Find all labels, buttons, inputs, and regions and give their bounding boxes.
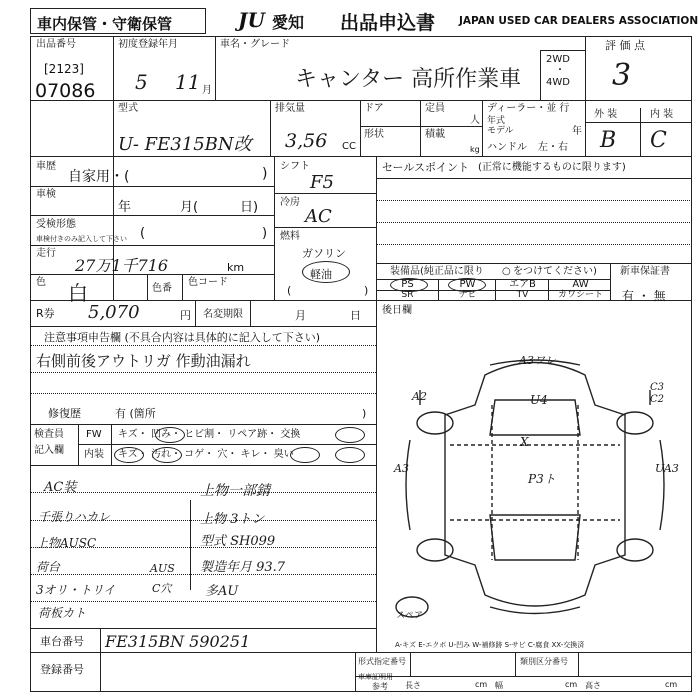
note-right-1: 上物一部錆 <box>200 483 270 499</box>
note-right-5: 多AU <box>205 584 239 599</box>
ac-label: 冷房 <box>280 197 300 208</box>
lot-number: 07086 <box>35 80 96 102</box>
after-label: 後日欄 <box>382 305 412 316</box>
inspection-day: 日) <box>240 200 259 215</box>
equip-sr: SR <box>401 290 414 300</box>
capacity-label: 定員 <box>425 103 445 114</box>
kg-unit: kg <box>470 145 480 154</box>
mark-c2: C2 <box>650 394 665 405</box>
handle-label: ハンドル <box>487 142 527 153</box>
dealer-label: ディーラー・並 行 <box>487 103 570 114</box>
in-scratch-circle <box>114 447 144 463</box>
consign-close: ) <box>262 226 268 241</box>
inspector-label: 検査員 <box>34 429 64 440</box>
year-label: 年式 <box>487 116 506 126</box>
in-cut-circle <box>290 447 320 463</box>
history-label: 車歴 <box>36 161 56 172</box>
width-label: 幅 <box>495 681 503 690</box>
reg-number-label: 登録番号 <box>40 663 84 676</box>
note-left-1: AC装 <box>44 480 77 495</box>
ju-logo <box>238 8 265 32</box>
length-cm: cm <box>475 680 488 689</box>
model-value: U- FE315BN改 <box>118 134 252 155</box>
interior-check-label: 内装 <box>84 449 104 460</box>
interior-value: C <box>650 128 667 153</box>
mark-p3t: P3ト <box>528 472 556 486</box>
fw-items: キズ・ 凹み・ ヒビ割・ リペア跡・ 交換 <box>118 429 301 440</box>
inspection-year: 年 <box>118 200 132 215</box>
repair-value: 有 (箇所 <box>115 407 156 420</box>
exterior-value: B <box>600 128 617 153</box>
color-value: 白 <box>68 281 88 305</box>
drive-2wd: 2WD <box>546 54 570 65</box>
note-left-5: 3オリ・トリイ <box>36 583 116 597</box>
mark-c3: C3 <box>650 382 665 393</box>
door-label: ドア <box>364 103 384 114</box>
displacement-value: 3,56 <box>285 130 328 152</box>
equip-label2: をつけてください) <box>513 266 597 277</box>
mark-a3-crack: A3ワレ <box>519 354 556 367</box>
repair-close: ) <box>362 407 367 420</box>
note-side-2: C穴 <box>152 582 172 595</box>
first-reg-month: 11 <box>175 70 201 94</box>
spec-label: 形式指定番号 <box>358 657 406 666</box>
equip-leather: カワシート <box>557 290 603 300</box>
association-name: JAPAN USED CAR DEALERS ASSOCIATION <box>459 15 699 27</box>
in-odor-circle <box>335 447 365 463</box>
ac-value: AC <box>305 206 332 227</box>
sales-note: (正常に機能するものに限ります) <box>478 162 626 173</box>
month-unit: 月 <box>202 85 212 96</box>
interior-label: 内 装 <box>650 109 674 120</box>
equip-tv: TV <box>516 290 529 300</box>
height-label: 高さ <box>585 681 601 690</box>
org-name: 愛知 <box>272 13 305 32</box>
lot-label: 出品番号 <box>36 39 76 50</box>
note-left-3: 上物AUSC <box>36 536 97 550</box>
first-reg-label: 初度登録年月 <box>118 39 178 50</box>
equip-navi: ナビ <box>458 290 477 300</box>
fuel-paren-l: ( <box>287 284 292 297</box>
fw-dent-circle <box>155 427 185 443</box>
transfer-month: 月 <box>295 309 306 322</box>
in-dirt-circle <box>152 447 182 463</box>
note-side-1: AUS <box>150 562 175 575</box>
car-name-label: 車名・グレード <box>220 39 290 50</box>
mark-x: X <box>520 435 529 449</box>
transfer-day: 日 <box>350 309 361 322</box>
mark-u4: U4 <box>530 393 548 407</box>
first-reg-year: 5 <box>135 70 148 94</box>
score-label: 評 価 点 <box>605 39 645 52</box>
model-year-label: モデル <box>487 126 514 136</box>
entry-label: 記入欄 <box>34 445 64 456</box>
mark-ua3: UA3 <box>655 462 679 475</box>
shape-label: 形状 <box>364 129 384 140</box>
recycle-value: 5,070 <box>88 302 140 323</box>
spare-label: スペア <box>396 611 424 621</box>
new-warranty-value: 有 ・ 無 <box>622 289 666 303</box>
recycle-yen: 円 <box>180 309 191 322</box>
drive-dot: ・ <box>555 65 565 76</box>
class-label: 類別区分番号 <box>520 657 568 666</box>
notes-value: 右側前後アウトリガ 作動油漏れ <box>36 352 251 370</box>
equip-label: 装備品(純正品に限り <box>390 266 484 277</box>
mileage-value: 27万1千716 <box>75 256 169 275</box>
history-close: ) <box>262 166 268 182</box>
year-unit: 年 <box>572 126 582 137</box>
fuel-label: 燃料 <box>280 231 300 242</box>
note-right-3: 型式 SH099 <box>200 534 276 549</box>
consign-label: 受検形態 <box>36 219 76 230</box>
chassis-value: FE315BN 590251 <box>105 632 251 651</box>
load-label: 積載 <box>425 129 445 140</box>
length-label: 長さ <box>405 681 421 690</box>
new-warranty-label: 新車保証書 <box>620 266 670 277</box>
inspection-label: 車検 <box>36 189 56 200</box>
form-title: 出品申込書 <box>340 12 436 34</box>
note-left-4: 荷台 <box>36 560 61 574</box>
fw-exchange-circle <box>335 427 365 443</box>
fuel-gasoline: ガソリン <box>302 247 346 260</box>
mileage-unit: km <box>227 261 245 274</box>
note-left-6: 荷板カト <box>38 606 87 620</box>
storage-title-box <box>30 8 206 34</box>
history-value: 自家用・( <box>68 169 130 185</box>
equip-ps-circle <box>390 278 428 292</box>
damage-legend: A-キズ E-エクボ U-凹み W-補修跡 S-サビ C-腐食 XX-交換済 <box>395 641 585 649</box>
fuel-diesel: 軽油 <box>310 268 332 281</box>
score-value: 3 <box>612 58 632 93</box>
note-right-4: 製造年月 93.7 <box>200 560 286 575</box>
height-cm: cm <box>665 680 678 689</box>
note-right-2: 上物 3トン <box>200 512 265 527</box>
equip-circle: ○ <box>502 266 511 277</box>
inspection-month: 月( <box>180 200 199 215</box>
displacement-label: 排気量 <box>275 103 305 114</box>
notes-label: 注意事項申告欄 (不具合内容は具体的に記入して下さい) <box>44 331 321 344</box>
person-unit: 人 <box>470 115 480 126</box>
note-left-2: 千張りハカレ <box>38 510 111 524</box>
equip-aw: AW <box>572 279 589 290</box>
fw-label: FW <box>86 429 102 440</box>
consign-open: ( <box>140 226 146 241</box>
fuel-paren-r: ) <box>364 284 369 297</box>
storage-title: 車内保管・守衛保管 <box>37 15 173 33</box>
fuel-diesel-circle <box>302 261 350 283</box>
exterior-label: 外 装 <box>594 109 618 120</box>
chassis-label: 車台番号 <box>40 635 84 648</box>
drive-4wd: 4WD <box>546 77 570 88</box>
cc-unit: CC <box>342 141 356 152</box>
car-name-value: キャンター 高所作業車 <box>295 67 522 92</box>
shift-value: F5 <box>310 172 334 193</box>
interior-check-items: キズ・ 汚れ・ コゲ・ 穴・ キレ・ 臭い <box>118 449 294 460</box>
cert-label: 車庫証明用 <box>358 673 393 681</box>
shift-label: シフト <box>280 161 310 172</box>
equip-pw: PW <box>459 279 476 290</box>
ref-label: 参考 <box>372 682 388 691</box>
handle-value: 左・右 <box>538 142 568 153</box>
ju-logo-mark: JU <box>238 8 265 32</box>
sales-label: セールスポイント <box>382 161 470 174</box>
recycle-label: R券 <box>36 307 55 320</box>
transfer-label: 名変期限 <box>203 309 243 320</box>
color-label: 色 <box>36 277 46 288</box>
color-no-label: 色番 <box>152 283 172 294</box>
mark-a3: A3 <box>394 462 409 475</box>
repair-label: 修復歴 <box>48 407 81 420</box>
equip-airbag: エアB <box>509 279 536 290</box>
consign-sub: 車検付きのみ記入して下さい <box>36 235 127 243</box>
model-label: 型式 <box>118 103 138 114</box>
color-code-label: 色コード <box>188 277 228 288</box>
lot-sub: [2123] <box>44 62 84 76</box>
width-cm: cm <box>565 680 578 689</box>
mileage-label: 走行 <box>36 248 56 259</box>
equip-pw-circle <box>448 278 486 292</box>
equip-ps: PS <box>401 279 414 290</box>
mark-a2: A2 <box>412 390 427 403</box>
